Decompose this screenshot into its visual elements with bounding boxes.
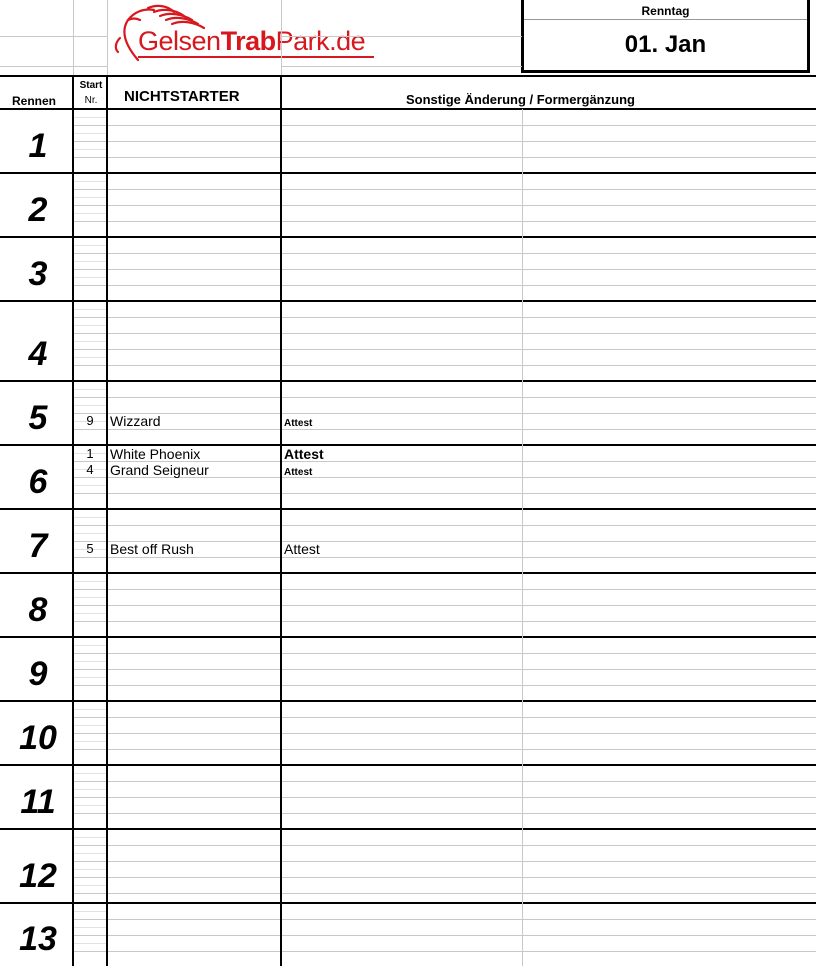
row-gridline (74, 589, 816, 590)
row-gridline (74, 365, 816, 366)
column-header-rennen: Rennen (12, 94, 57, 108)
race-number: 3 (28, 255, 48, 293)
row-gridline (74, 605, 816, 606)
column-header-nr: Nr. (84, 95, 98, 106)
row-gridline (73, 133, 107, 134)
table-border (0, 108, 816, 110)
row-gridline (74, 749, 816, 750)
race-number: 7 (28, 527, 48, 565)
nichtstarter-name: White Phoenix (110, 446, 201, 462)
race-divider (0, 508, 816, 510)
row-gridline (73, 405, 107, 406)
race-divider (0, 380, 816, 382)
row-gridline (74, 525, 816, 526)
logo-text-part3: Park.de (275, 26, 366, 56)
row-gridline (73, 533, 107, 534)
row-gridline (74, 919, 816, 920)
column-divider (106, 76, 108, 966)
header-gridline (73, 0, 74, 76)
change-note: Attest (284, 541, 320, 557)
row-gridline (73, 389, 107, 390)
race-number: 6 (28, 463, 48, 501)
column-divider (280, 76, 282, 966)
nichtstarter-name: Wizzard (110, 413, 161, 429)
race-number: 11 (20, 783, 56, 821)
row-gridline (73, 869, 107, 870)
change-note: Attest (284, 467, 313, 478)
row-gridline (73, 661, 107, 662)
row-gridline (73, 597, 107, 598)
logo-text-part2: Trab (220, 26, 276, 56)
start-number: 1 (86, 446, 94, 461)
row-gridline (73, 581, 107, 582)
column-header-sonstige: Sonstige Änderung / Formergänzung (406, 92, 635, 107)
row-gridline (74, 125, 816, 126)
row-gridline (73, 725, 107, 726)
row-gridline (73, 117, 107, 118)
row-gridline (73, 741, 107, 742)
row-gridline (74, 317, 816, 318)
nichtstarter-name: Best off Rush (110, 541, 194, 557)
race-divider (0, 764, 816, 766)
race-divider (0, 828, 816, 830)
row-gridline (74, 877, 816, 878)
race-divider (0, 172, 816, 174)
row-gridline (74, 349, 816, 350)
renntag-value: 01. Jan (624, 31, 707, 58)
row-gridline (73, 357, 107, 358)
race-number: 5 (28, 399, 48, 437)
column-divider (72, 76, 74, 966)
row-gridline (74, 253, 816, 254)
race-number: 9 (28, 655, 48, 693)
row-gridline (74, 781, 816, 782)
race-divider (0, 902, 816, 904)
change-note: Attest (284, 418, 313, 429)
change-note: Attest (284, 446, 324, 462)
row-gridline (73, 853, 107, 854)
row-gridline (73, 309, 107, 310)
row-gridline (74, 845, 816, 846)
renntag-divider (524, 19, 807, 20)
row-gridline (73, 517, 107, 518)
logo-text-part1: Gelsen (138, 26, 221, 56)
race-number: 10 (19, 719, 57, 757)
row-gridline (74, 653, 816, 654)
start-number: 4 (86, 462, 94, 477)
logo (108, 2, 388, 66)
race-divider (0, 700, 816, 702)
race-divider (0, 636, 816, 638)
race-number: 13 (19, 920, 57, 958)
row-gridline (74, 733, 816, 734)
row-gridline (73, 645, 107, 646)
row-gridline (73, 277, 107, 278)
row-gridline (74, 685, 816, 686)
row-gridline (73, 261, 107, 262)
row-gridline (74, 189, 816, 190)
logo-text (138, 26, 365, 57)
row-gridline (74, 413, 816, 414)
renntag-box (521, 0, 810, 73)
row-gridline (73, 485, 107, 486)
row-gridline (74, 141, 816, 142)
race-number: 2 (28, 191, 48, 229)
row-gridline (74, 269, 816, 270)
row-gridline (74, 205, 816, 206)
row-gridline (74, 935, 816, 936)
row-gridline (73, 885, 107, 886)
nichtstarter-name: Grand Seigneur (110, 462, 209, 478)
race-number: 8 (28, 591, 48, 629)
row-gridline (73, 213, 107, 214)
row-gridline (73, 181, 107, 182)
row-gridline (74, 797, 816, 798)
race-number: 12 (19, 857, 57, 895)
row-gridline (74, 429, 816, 430)
header-gridline (281, 0, 282, 76)
row-gridline (74, 621, 816, 622)
row-gridline (74, 861, 816, 862)
column-header-start: Start (79, 80, 103, 91)
row-gridline (73, 837, 107, 838)
row-gridline (74, 951, 816, 952)
logo-underline (138, 56, 374, 58)
column-header-nichtstarter: NICHTSTARTER (124, 88, 240, 105)
race-number: 4 (28, 335, 48, 373)
race-number: 1 (28, 127, 48, 165)
row-gridline (73, 789, 107, 790)
race-divider (0, 300, 816, 302)
table-border (0, 75, 816, 77)
row-gridline (73, 245, 107, 246)
row-gridline (74, 285, 816, 286)
row-gridline (73, 773, 107, 774)
row-gridline (73, 341, 107, 342)
row-gridline (73, 149, 107, 150)
row-gridline (73, 805, 107, 806)
start-number: 5 (86, 541, 94, 556)
row-gridline (74, 157, 816, 158)
header-gridline (107, 0, 108, 76)
row-gridline (73, 911, 107, 912)
row-gridline (73, 709, 107, 710)
row-gridline (73, 613, 107, 614)
renntag-label: Renntag (641, 4, 690, 18)
header-gridline (0, 66, 108, 67)
row-gridline (73, 927, 107, 928)
row-gridline (73, 677, 107, 678)
header-gridline (0, 36, 108, 37)
row-gridline (74, 221, 816, 222)
row-gridline (74, 397, 816, 398)
row-gridline (73, 325, 107, 326)
row-gridline (74, 493, 816, 494)
row-gridline (73, 197, 107, 198)
column-gridline (522, 109, 523, 966)
row-gridline (74, 669, 816, 670)
row-gridline (73, 943, 107, 944)
row-gridline (74, 717, 816, 718)
header-gridline (282, 36, 522, 37)
row-gridline (74, 813, 816, 814)
row-gridline (74, 333, 816, 334)
start-number: 9 (86, 413, 94, 428)
race-divider (0, 236, 816, 238)
header-gridline (282, 66, 522, 67)
row-gridline (74, 557, 816, 558)
row-gridline (74, 893, 816, 894)
race-divider (0, 572, 816, 574)
